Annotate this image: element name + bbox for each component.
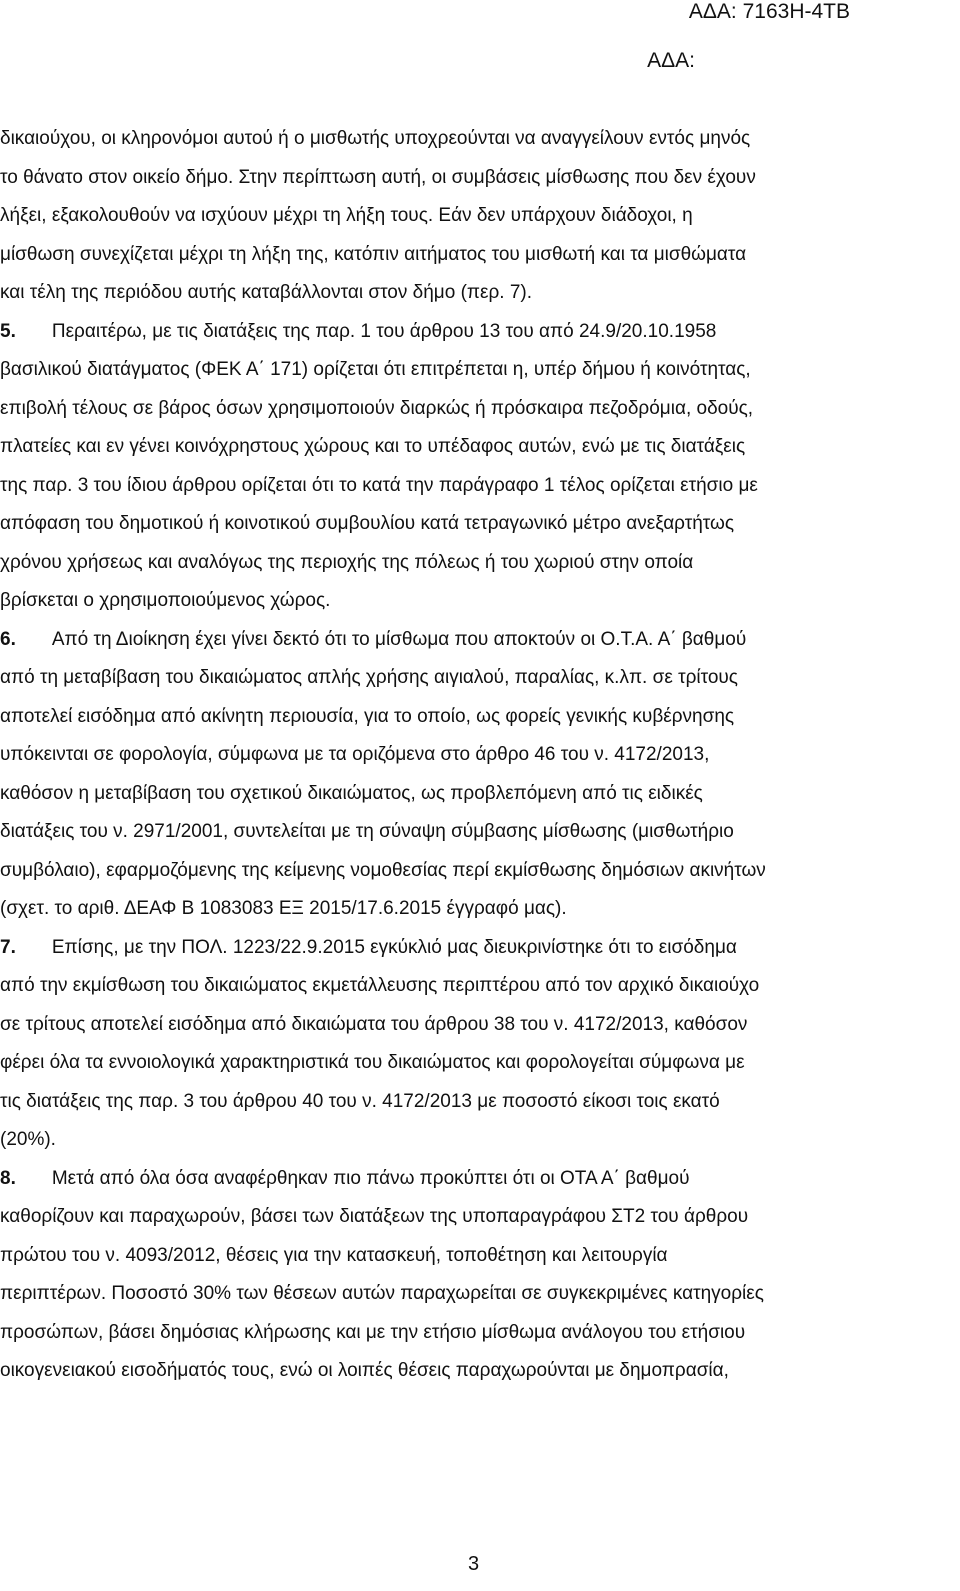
paragraph-6 <box>0 621 947 929</box>
paragraph-text: δικαιούχου, οι κληρονόμοι αυτού ή ο μισθωτής υποχρεούνται να αναγγείλουν εντός μηνός το θάνατο στον οικείο δήμο. Στην περίπτωση αυτή, οι συμβάσεις μίσθωσης που δεν έχουν λήξει, εξακολουθούν να ισχύουν μέχρι τη λήξη τους. Εάν δεν υπάρχουν διάδοχοι, η μίσθωση συνεχίζεται μέχρι τη λήξη της, κατόπιν αιτήματος του μισθωτή και τα μισθώματα και τέλη της περιόδου αυτής καταβάλλονται στον δήμο (περ. 7). <box>0 128 756 303</box>
paragraph-number: 6. <box>0 628 16 650</box>
paragraph-text: Επίσης, με την ΠΟΛ. 1223/22.9.2015 εγκύκλιό μας διευκρινίστηκε ότι το εισόδημα από την εκμίσθωση του δικαιώματος εκμετάλλευσης περιπτέρου από τον αρχικό δικαιούχο σε τρίτους αποτελεί εισόδημα από δικαιώματα του άρθρου 38 του ν. 4172/2013, καθόσον φέρει όλα τα εννοιολογικά χαρακτηριστικά του δικαιώματος και φορολογείται σύμφωνα με τις διατάξεις της παρ. 3 του άρθρου 40 του ν. 4172/2013 με ποσοστό είκοσι τοις εκατό (20%). <box>0 936 760 1150</box>
page-number: 3 <box>467 1553 480 1575</box>
document-body <box>0 120 947 1391</box>
paragraph-text: Περαιτέρω, με τις διατάξεις της παρ. 1 του άρθρου 13 του από 24.9/20.10.1958 βασιλικού διατάγματος (ΦΕΚ Α΄ 171) ορίζεται ότι επιτρέπεται η, υπέρ δήμου ή κοινότητας, επιβολή τέλους σε βάρος όσων χρησιμοποιούν διαρκώς ή πρόσκαιρα πεζοδρόμια, οδούς, πλατείες και εν γένει κοινόχρηστους χώρους και το υπέδαφος αυτών, ενώ με τις διατάξεις της παρ. 3 του ίδιου άρθρου ορίζεται ότι το κατά την παράγραφο 1 τέλος ορίζεται ετήσιο με απόφαση του δημοτικού ή κοινοτικού συμβουλίου κατά τετραγωνικό μέτρο ανεξαρτήτως χρόνου χρήσεως και αναλόγως της περιοχής της πόλεως ή του χωριού στην οποία βρίσκεται ο χρησιμοποιούμενος χώρος. <box>0 320 758 611</box>
paragraph-number: 7. <box>0 936 16 958</box>
paragraph-8 <box>0 1160 947 1391</box>
paragraph-number: 8. <box>0 1167 16 1189</box>
paragraph-5 <box>0 313 947 621</box>
paragraph-continuation <box>0 120 947 313</box>
paragraph-number: 5. <box>0 320 16 342</box>
paragraph-text: Μετά από όλα όσα αναφέρθηκαν πιο πάνω προκύπτει ότι οι ΟΤΑ Α΄ βαθμού καθορίζουν και παραχωρούν, βάσει των διατάξεων της υποπαραγράφου ΣΤ2 του άρθρου πρώτου του ν. 4093/2012, θέσεις για την κατασκευή, τοποθέτηση και λειτουργία περιπτέρων. Ποσοστό 30% των θέσεων αυτών παραχωρείται σε συγκεκριμένες κατηγορίες προσώπων, βάσει δημόσιας κλήρωσης και με την ετήσιο μίσθωμα ανάλογου του ετήσιου οικογενειακού εισοδήματός τους, ενώ οι λοιπές θέσεις παραχωρούνται με δημοπρασία, <box>0 1167 764 1381</box>
paragraph-text: Από τη Διοίκηση έχει γίνει δεκτό ότι το μίσθωμα που αποκτούν οι Ο.Τ.Α. Α΄ βαθμού από τη μεταβίβαση του δικαιώματος απλής χρήσης αιγιαλού, παραλίας, κ.λπ. σε τρίτους αποτελεί εισόδημα από ακίνητη περιουσία, για το οποίο, ως φορείς γενικής κυβέρνησης υπόκεινται σε φορολογία, σύμφωνα με τα οριζόμενα στο άρθρο 46 του ν. 4172/2013, καθόσον η μεταβίβαση του σχετικού δικαιώματος, ως προβλεπόμενη από τις ειδικές διατάξεις του ν. 2971/2001, συντελείται με τη σύναψη σύμβασης μίσθωσης (μισθωτήριο συμβόλαιο), εφαρμοζόμενης της κείμενης νομοθεσίας περί εκμίσθωσης δημόσιων ακινήτων (σχετ. το αριθ. ΔΕΑΦ Β 1083083 ΕΞ 2015/17.6.2015 έγγραφό μας). <box>0 628 766 919</box>
ada-label: ΑΔΑ: <box>647 49 695 72</box>
paragraph-7 <box>0 929 947 1160</box>
ada-code: ΑΔΑ: 7163Η-4ΤΒ <box>688 0 850 23</box>
